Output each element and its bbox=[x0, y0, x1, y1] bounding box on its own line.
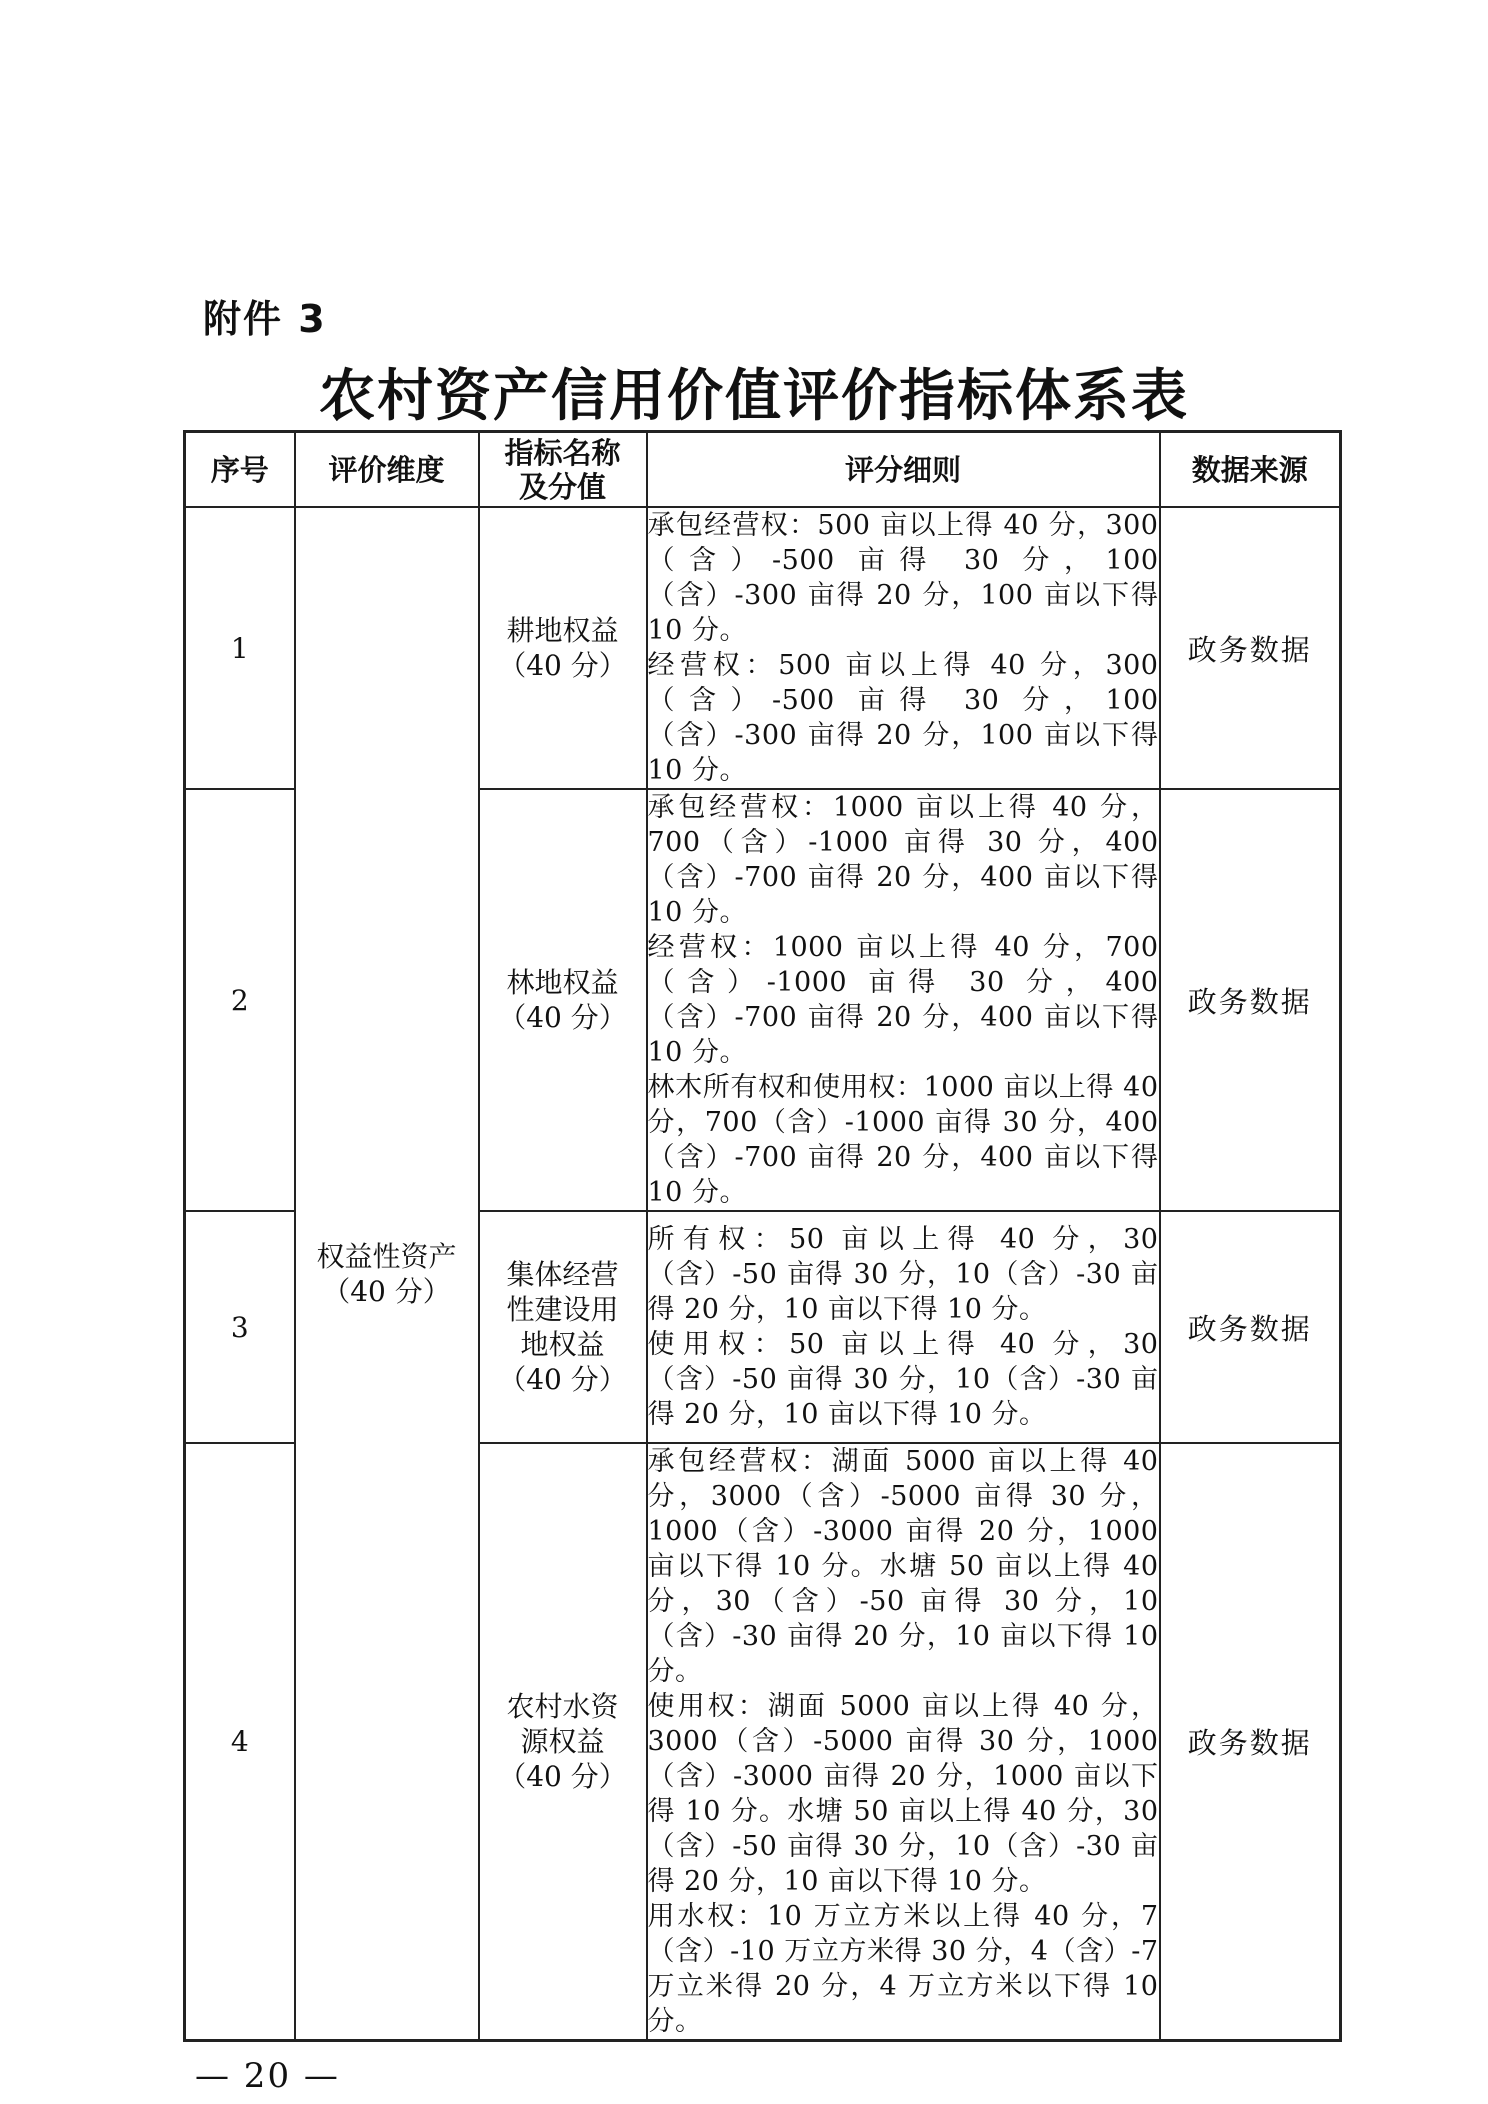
indicator-cell bbox=[479, 1443, 647, 2041]
rule-paragraph: 经营权：1000 亩以上得 40 分，700（含）-1000 亩得 30 分，400（含）-700 亩得 20 分，400 亩以下得 10 分。 bbox=[647, 932, 1159, 1068]
header-rules: 评分细则 bbox=[647, 432, 1160, 508]
indicator-line: 农村水资 bbox=[506, 1690, 619, 1723]
row-index: 1 bbox=[185, 507, 295, 789]
source-cell: 政务数据 bbox=[1160, 1443, 1341, 2041]
indicator-line: 耕地权益 bbox=[506, 614, 619, 647]
rule-paragraph: 林木所有权和使用权：1000 亩以上得 40 分，700（含）-1000 亩得 30 分，400（含）-700 亩得 20 分，400 亩以下得 10 分。 bbox=[647, 1072, 1159, 1208]
header-index: 序号 bbox=[185, 432, 295, 508]
rule-paragraph: 经营权：500 亩以上得 40 分，300（含）-500 亩得 30 分，100（含）-300 亩得 20 分，100 亩以下得 10 分。 bbox=[647, 650, 1159, 786]
row-index: 2 bbox=[185, 789, 295, 1211]
dimension-score: （40 分） bbox=[322, 1274, 451, 1308]
indicator-line: （40 分） bbox=[498, 649, 627, 682]
source-cell: 政务数据 bbox=[1160, 1211, 1341, 1443]
rule-paragraph: 承包经营权：500 亩以上得 40 分，300（含）-500 亩得 30 分，100（含）-300 亩得 20 分，100 亩以下得 10 分。 bbox=[647, 510, 1159, 646]
row-index: 4 bbox=[185, 1443, 295, 2041]
header-indicator-line1: 指标名称 bbox=[504, 435, 621, 470]
rule-paragraph: 承包经营权：1000 亩以上得 40 分，700（含）-1000 亩得 30 分，400（含）-700 亩得 20 分，400 亩以下得 10 分。 bbox=[647, 792, 1159, 928]
attachment-label: 附件 3 bbox=[203, 297, 327, 341]
table-header-row bbox=[185, 432, 1341, 508]
indicator-cell bbox=[479, 507, 647, 789]
page-title: 农村资产信用价值评价指标体系表 bbox=[319, 364, 1189, 429]
indicator-line: 林地权益 bbox=[506, 966, 619, 999]
page-number: — 20 — bbox=[195, 2056, 340, 2096]
header-indicator bbox=[479, 432, 647, 508]
rules-cell bbox=[647, 789, 1160, 1211]
indicator-line: 集体经营 bbox=[506, 1258, 619, 1291]
header-source: 数据来源 bbox=[1160, 432, 1341, 508]
rules-cell bbox=[647, 1211, 1160, 1443]
source-cell: 政务数据 bbox=[1160, 507, 1341, 789]
rule-paragraph: 所有权：50 亩以上得 40 分，30（含）-50 亩得 30 分，10（含）-30 亩得 20 分，10 亩以下得 10 分。 bbox=[647, 1224, 1159, 1325]
source-cell: 政务数据 bbox=[1160, 789, 1341, 1211]
indicator-line: 地权益 bbox=[520, 1328, 605, 1361]
row-index: 3 bbox=[185, 1211, 295, 1443]
rule-paragraph: 使用权：50 亩以上得 40 分，30（含）-50 亩得 30 分，10（含）-30 亩得 20 分，10 亩以下得 10 分。 bbox=[647, 1329, 1159, 1430]
rules-cell bbox=[647, 1443, 1160, 2041]
dimension-name: 权益性资产 bbox=[316, 1239, 457, 1273]
indicator-cell bbox=[479, 789, 647, 1211]
rules-cell bbox=[647, 507, 1160, 789]
rule-paragraph: 承包经营权：湖面 5000 亩以上得 40 分，3000（含）-5000 亩得 30 分，1000（含）-3000 亩得 20 分，1000 亩以下得 10 分。水塘 50 亩以上得 40 分，30（含）-50 亩得 30 分，10（含）-30 亩得 20 分，10 亩以下得 10 分。 bbox=[647, 1446, 1159, 1687]
indicator-line: （40 分） bbox=[498, 1760, 627, 1793]
header-indicator-line2: 及分值 bbox=[518, 469, 606, 504]
evaluation-index-table bbox=[183, 430, 1342, 2042]
table-row bbox=[185, 507, 1341, 789]
dimension-cell bbox=[295, 507, 479, 2041]
rule-paragraph: 使用权：湖面 5000 亩以上得 40 分，3000（含）-5000 亩得 30 分，1000（含）-3000 亩得 20 分，1000 亩以下得 10 分。水塘 50 亩以上得 40 分，30（含）-50 亩得 30 分，10（含）-30 亩得 20 分，10 亩以下得 10 分。 bbox=[647, 1691, 1159, 1897]
rule-paragraph: 用水权：10 万立方米以上得 40 分，7（含）-10 万立方米得 30 分，4（含）-7 万立米得 20 分，4 万立方米以下得 10 分。 bbox=[647, 1901, 1159, 2037]
indicator-line: 源权益 bbox=[520, 1725, 605, 1758]
indicator-line: （40 分） bbox=[498, 1363, 627, 1396]
indicator-line: （40 分） bbox=[498, 1001, 627, 1034]
header-dimension: 评价维度 bbox=[295, 432, 479, 508]
indicator-line: 性建设用 bbox=[506, 1293, 619, 1326]
indicator-cell bbox=[479, 1211, 647, 1443]
